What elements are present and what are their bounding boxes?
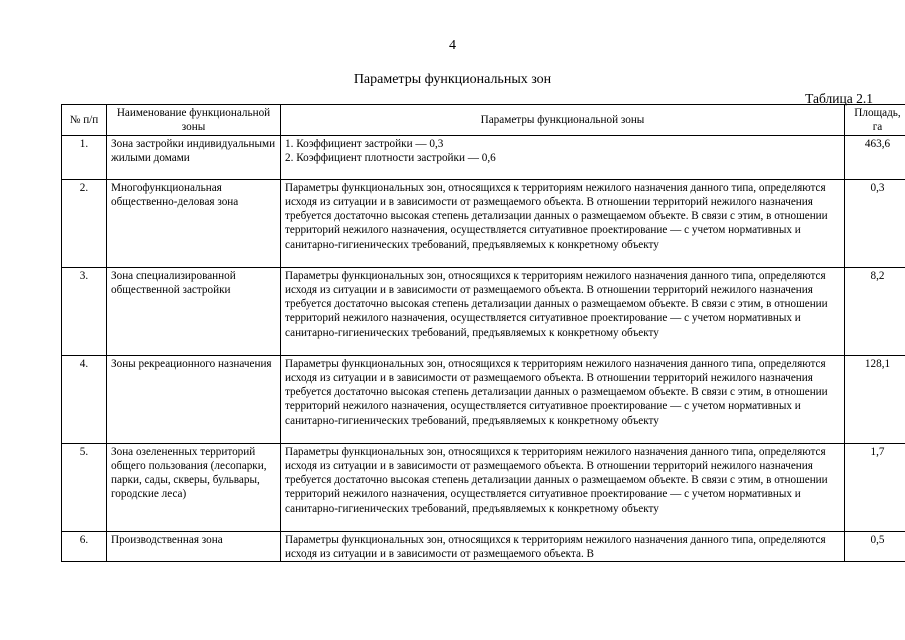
row-num: 5. (62, 443, 107, 531)
row-zone-name: Зона застройки индивидуальными жилыми домами (107, 135, 281, 179)
row-area: 0,3 (845, 179, 905, 267)
table-row (62, 179, 905, 267)
row-zone-name: Зона специализированной общественной застройки (107, 267, 281, 355)
row-num: 2. (62, 179, 107, 267)
row-num: 1. (62, 135, 107, 179)
table-row (62, 443, 905, 531)
row-num: 3. (62, 267, 107, 355)
header-zone-params: Параметры функциональной зоны (281, 105, 845, 136)
row-zone-params: Параметры функциональных зон, относящихся к территориям нежилого назначения данного типа, определяются исходя из ситуации и в зависимости от размещаемого объекта. В (281, 531, 845, 562)
header-zone-name: Наименование функциональной зоны (107, 105, 281, 136)
row-zone-params: Параметры функциональных зон, относящихся к территориям нежилого назначения данного типа, определяются исходя из ситуации и в зависимости от размещаемого объекта. В отношении территорий нежилого назначения требуется достаточно высокая степень детализации данных о размещаемом объекте. В связи с этим, в отношении территорий нежилого назначения, осуществляется ситуативное проектирование — с учетом нормативных и санитарно-гигиенических требований, предъявляемых к конкретному объекту (281, 443, 845, 531)
page-number: 4 (449, 38, 456, 53)
table-header-row (62, 105, 905, 136)
document-title: Параметры функциональных зон (353, 72, 552, 87)
functional-zones-table (61, 104, 905, 562)
row-area: 463,6 (845, 135, 905, 179)
row-area: 128,1 (845, 355, 905, 443)
table-row (62, 531, 905, 562)
header-num: № п/п (62, 105, 107, 136)
row-zone-params: Параметры функциональных зон, относящихся к территориям нежилого назначения данного типа, определяются исходя из ситуации и в зависимости от размещаемого объекта. В отношении территорий нежилого назначения требуется достаточно высокая степень детализации данных о размещаемом объекте. В связи с этим, в отношении территорий нежилого назначения, осуществляется ситуативное проектирование — с учетом нормативных и санитарно-гигиенических требований, предъявляемых к конкретному объекту (281, 355, 845, 443)
row-zone-params (281, 135, 845, 179)
row-zone-name: Зоны рекреационного назначения (107, 355, 281, 443)
param-line: 1. Коэффициент застройки — 0,3 (285, 137, 444, 150)
row-zone-name: Многофункциональная общественно-деловая зона (107, 179, 281, 267)
row-num: 6. (62, 531, 107, 562)
row-num: 4. (62, 355, 107, 443)
row-zone-params: Параметры функциональных зон, относящихся к территориям нежилого назначения данного типа, определяются исходя из ситуации и в зависимости от размещаемого объекта. В отношении территорий нежилого назначения требуется достаточно высокая степень детализации данных о размещаемом объекте. В связи с этим, в отношении территорий нежилого назначения, осуществляется ситуативное проектирование — с учетом нормативных и санитарно-гигиенических требований, предъявляемых к конкретному объекту (281, 179, 845, 267)
header-area: Площадь, га (845, 105, 905, 136)
row-area: 8,2 (845, 267, 905, 355)
param-line: 2. Коэффициент плотности застройки — 0,6 (285, 151, 496, 164)
table-label: Таблица 2.1 (805, 91, 873, 106)
table-row (62, 135, 905, 179)
row-zone-name: Производственная зона (107, 531, 281, 562)
row-zone-params: Параметры функциональных зон, относящихся к территориям нежилого назначения данного типа, определяются исходя из ситуации и в зависимости от размещаемого объекта. В отношении территорий нежилого назначения требуется достаточно высокая степень детализации данных о размещаемом объекте. В связи с этим, в отношении территорий нежилого назначения, осуществляется ситуативное проектирование — с учетом нормативных и санитарно-гигиенических требований, предъявляемых к конкретному объекту (281, 267, 845, 355)
table-row (62, 267, 905, 355)
row-area: 0,5 (845, 531, 905, 562)
row-area: 1,7 (845, 443, 905, 531)
table-row (62, 355, 905, 443)
row-zone-name: Зона озелененных территорий общего пользования (лесопарки, парки, сады, скверы, бульвары, городские леса) (107, 443, 281, 531)
